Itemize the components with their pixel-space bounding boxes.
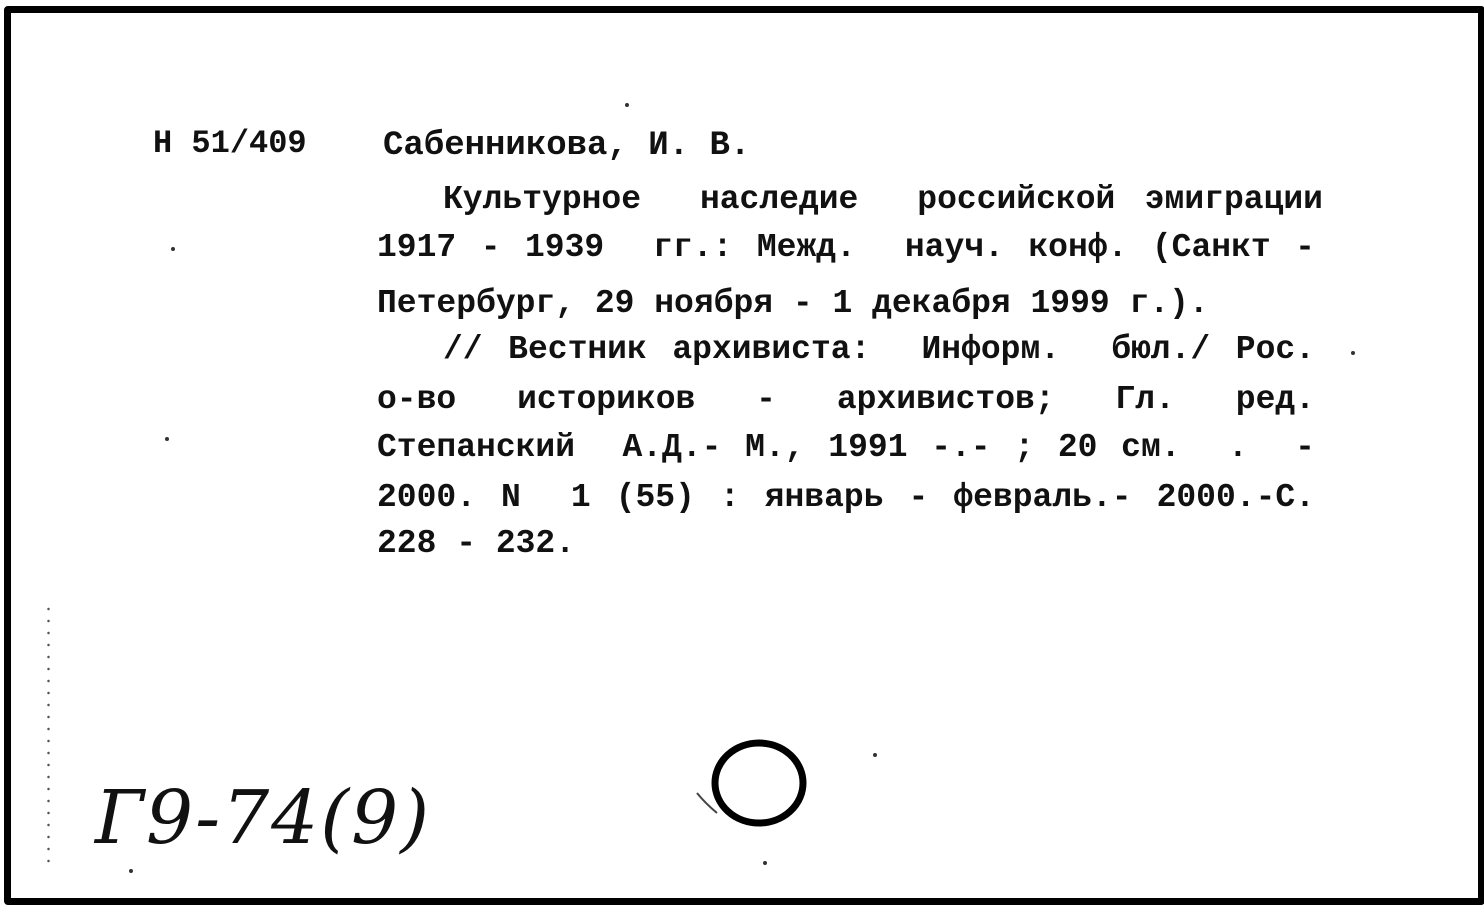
speck: [165, 437, 169, 441]
speck: [129, 869, 133, 873]
source-line-5: 228 - 232.: [377, 525, 576, 562]
title-line-1: Культурное наследие российской эмиграции: [443, 181, 1323, 218]
source-line-1: // Вестник архивиста: Информ. бюл./ Рос.: [443, 331, 1315, 368]
title-line-2: 1917 - 1939 гг.: Межд. науч. конф. (Санкт -: [377, 229, 1315, 266]
source-line-2: о-во историков - архивистов; Гл. ред.: [377, 381, 1315, 418]
source-line-4: 2000. N 1 (55) : январь - февраль.- 2000.-С.: [377, 479, 1315, 516]
title-line-3: Петербург, 29 ноября - 1 декабря 1999 г.).: [377, 285, 1209, 322]
speck: [1351, 351, 1355, 355]
punch-hole-circle-icon: [691, 731, 821, 841]
author-name: Сабенникова, И. В.: [383, 127, 751, 165]
speck: [625, 103, 629, 107]
call-number: Н 51/409: [153, 125, 307, 162]
handwritten-shelf-code: Г9-74(9): [95, 775, 432, 861]
speck: [763, 861, 767, 865]
speck: [873, 753, 877, 757]
speck: [171, 247, 175, 251]
catalog-card: [4, 6, 1484, 905]
source-line-3: Степанский А.Д.- М., 1991 -.- ; 20 см. . -: [377, 429, 1315, 466]
card-edge-speckles: [47, 603, 50, 863]
